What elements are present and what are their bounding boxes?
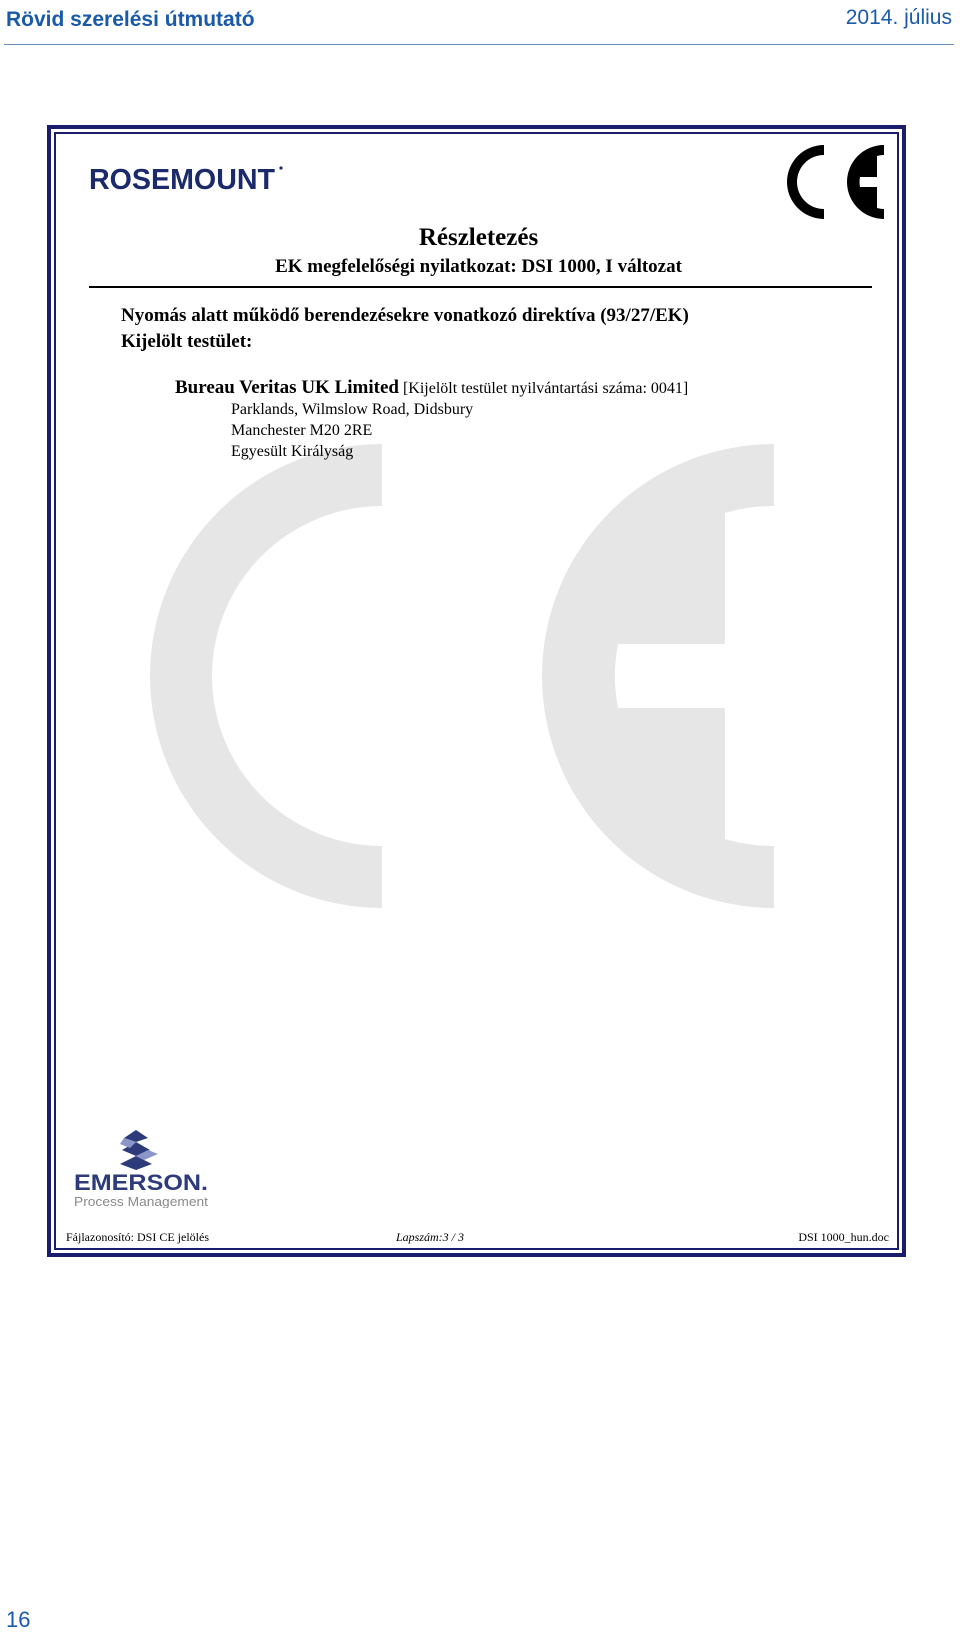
address-line: Manchester M20 2RE [231,422,373,439]
page-number: 16 [6,1607,31,1632]
ce-watermark [56,134,899,1250]
emerson-logo [68,1128,228,1208]
certificate-subtitle: EK megfelelőségi nyilatkozat: DSI 1000, I változat [275,256,682,277]
title-divider [89,286,872,288]
certificate [54,132,899,1250]
notified-body-name: Bureau Veritas UK Limited [175,377,399,398]
notified-body-label: Kijelölt testület: [121,331,253,352]
ce-mark-icon [780,142,890,222]
address-country: Egyesült Királyság [231,443,354,460]
svg-text:ROSEMOUNT: ROSEMOUNT [89,164,276,196]
rosemount-logo [89,162,289,196]
sheet-number: Lapszám:3 / 3 [396,1230,465,1244]
notified-body-block [175,377,688,462]
document-date: 2014. július [845,6,952,29]
directive-text: Nyomás alatt működő berendezésekre vonatkozó direktíva (93/27/EK) [121,305,689,326]
svg-text:Process Management: Process Management [74,1194,209,1208]
doc-filename: DSI 1000_hun.doc [798,1230,889,1244]
header-divider [4,44,954,45]
certificate-footer [66,1230,889,1245]
address-line: Parklands, Wilmslow Road, Didsbury [231,401,474,418]
file-id: Fájlazonosító: DSI CE jelölés [66,1230,209,1244]
certificate-title: Részletezés [418,224,539,251]
document-title: Rövid szerelési útmutató [6,8,255,31]
svg-text:EMERSON.: EMERSON. [74,1170,208,1195]
notified-body-registration: [Kijelölt testület nyilvántartási száma: 0041] [402,380,689,397]
